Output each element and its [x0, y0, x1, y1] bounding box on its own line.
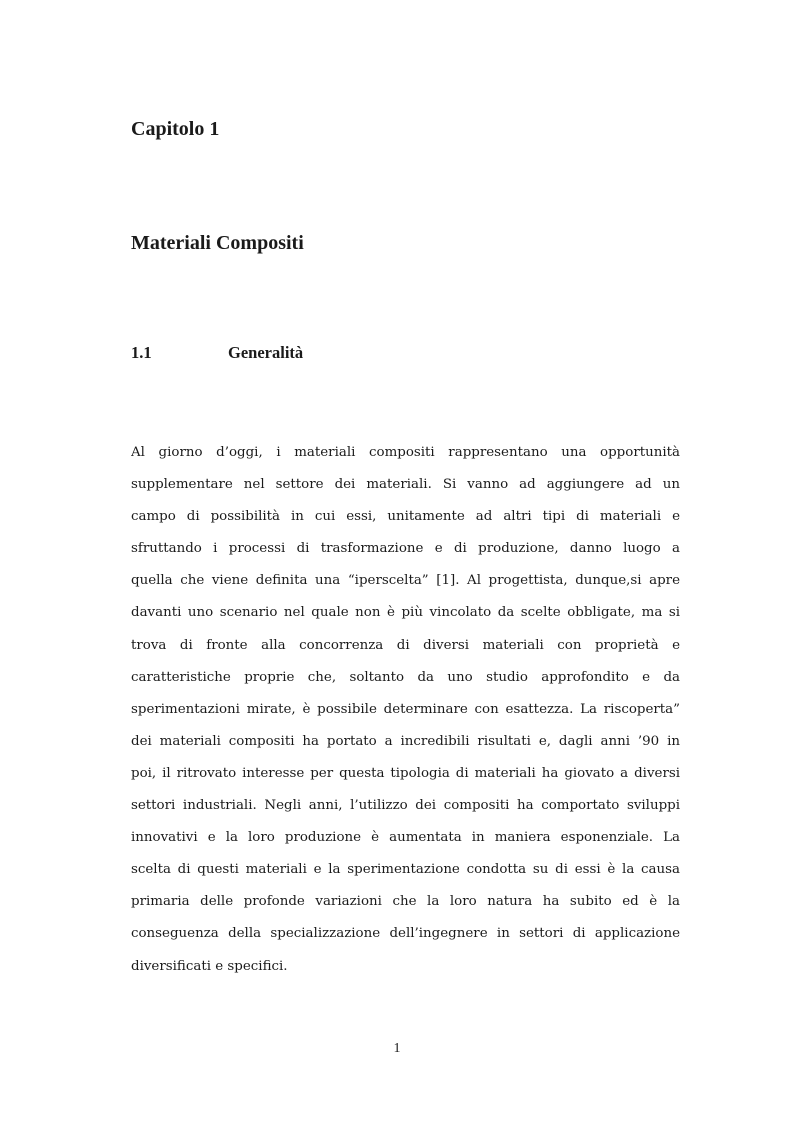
- subsection-title: Generalità: [228, 343, 304, 362]
- paragraph-line: caratteristiche proprie che, soltanto da uno studio approfondito e da: [131, 669, 680, 685]
- paragraph-line: settori industriali. Negli anni, l’utilizzo dei compositi ha comportato sviluppi: [131, 798, 680, 814]
- paragraph-line: diversificati e specifici.: [131, 958, 288, 974]
- paragraph-line: trova di fronte alla concorrenza di diversi materiali con proprietà e: [131, 637, 680, 653]
- body-paragraph: [131, 441, 680, 987]
- paragraph-line: supplementare nel settore dei materiali. Si vanno ad aggiungere ad un: [131, 477, 680, 493]
- paragraph-line: quella che viene definita una “iperscelta” [1]. Al progettista, dunque,si apre: [131, 573, 680, 589]
- paragraph-line: sfruttando i processi di trasformazione e di produzione, danno luogo a: [131, 541, 680, 557]
- paragraph-line: scelta di questi materiali e la sperimentazione condotta su di essi è la causa: [131, 862, 680, 878]
- paragraph-line: Al giorno d’oggi, i materiali compositi rappresentano una opportunità: [131, 445, 680, 460]
- page-number: 1: [393, 1041, 401, 1056]
- subsection-heading: [131, 342, 303, 364]
- paragraph-line: davanti uno scenario nel quale non è più vincolato da scelte obbligate, ma si: [131, 605, 680, 621]
- paragraph-line: poi, il ritrovato interesse per questa tipologia di materiali ha giovato a diversi: [131, 765, 680, 781]
- paragraph-line: campo di possibilità in cui essi, unitamente ad altri tipi di materiali e: [131, 509, 680, 525]
- section-title: Materiali Compositi: [131, 232, 304, 254]
- chapter-title: Capitolo 1: [131, 118, 220, 140]
- paragraph-line: innovativi e la loro produzione è aumentata in maniera esponenziale. La: [131, 830, 680, 846]
- subsection-number: 1.1: [131, 343, 152, 362]
- paragraph-line: primaria delle profonde variazioni che la loro natura ha subito ed è la: [131, 894, 680, 910]
- paragraph-line: conseguenza della specializzazione dell’ingegnere in settori di applicazione: [131, 926, 680, 942]
- paragraph-line: sperimentazioni mirate, è possibile determinare con esattezza. La riscoperta”: [131, 701, 680, 717]
- paragraph-line: dei materiali compositi ha portato a incredibili risultati e, dagli anni ’90 in: [131, 733, 680, 749]
